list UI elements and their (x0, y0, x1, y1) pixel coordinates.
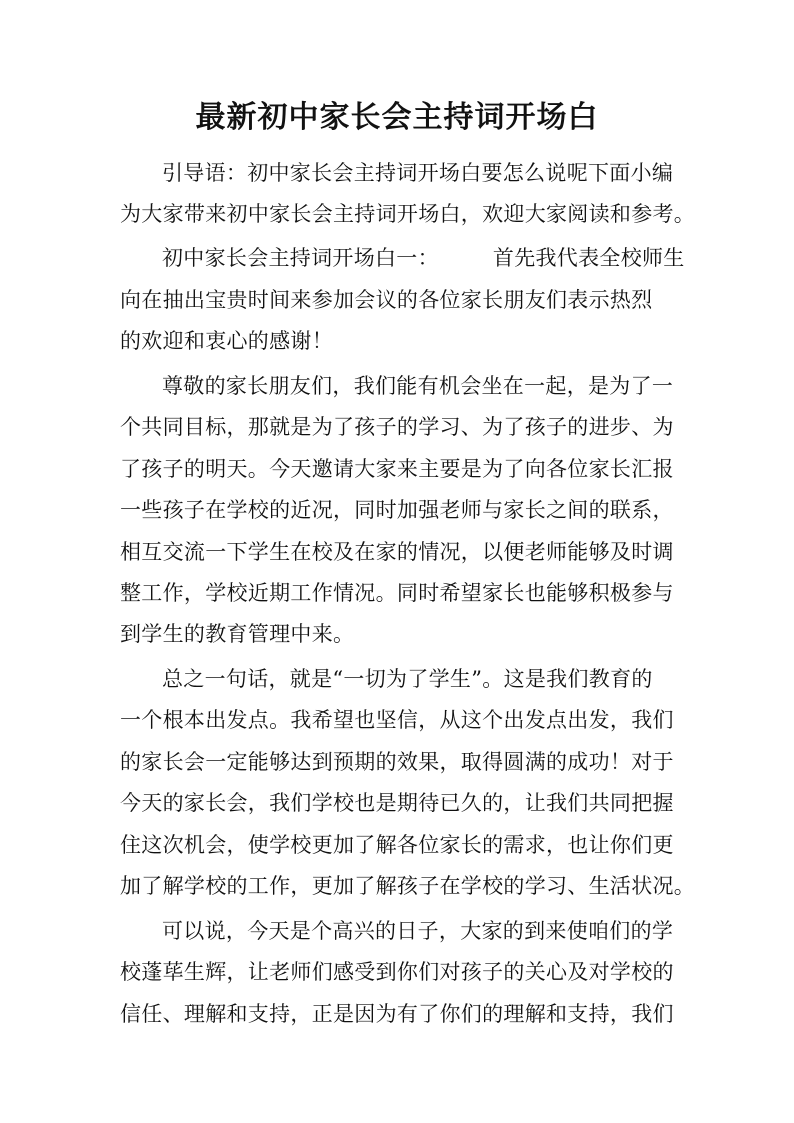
paragraph-line: 整工作，学校近期工作情况。同时希望家长也能够积极参与 (120, 581, 674, 605)
paragraph-line: 为大家带来初中家长会主持词开场白，欢迎大家阅读和参考。 (120, 202, 696, 226)
paragraph-line: 一个根本出发点。我希望也坚信，从这个出发点出发，我们 (120, 708, 674, 732)
paragraph-line: 总之一句话，就是“一切为了学生”。这是我们教育的 (162, 667, 653, 691)
paragraph-line (162, 243, 685, 273)
document-title: 最新初中家长会主持词开场白 (195, 100, 599, 135)
paragraph-line: 一些孩子在学校的近况，同时加强老师与家长之间的联系， (120, 498, 674, 522)
section-heading: 初中家长会主持词开场白一： (162, 246, 439, 270)
paragraph-line: 的欢迎和衷心的感谢！ (120, 329, 333, 353)
paragraph-line: 相互交流一下学生在校及在家的情况，以便老师能够及时调 (120, 540, 674, 564)
paragraph-line: 了孩子的明天。今天邀请大家来主要是为了向各位家长汇报 (120, 457, 674, 481)
paragraph-line: 加了解学校的工作，更加了解孩子在学校的学习、生活状况。 (120, 874, 696, 898)
paragraph-line: 尊敬的家长朋友们，我们能有机会坐在一起，是为了一 (162, 374, 674, 398)
paragraph-line: 向在抽出宝贵时间来参加会议的各位家长朋友们表示热烈 (120, 288, 653, 312)
paragraph-line: 信任、理解和支持，正是因为有了你们的理解和支持，我们 (120, 1002, 674, 1026)
paragraph-line: 今天的家长会，我们学校也是期待已久的，让我们共同把握 (120, 791, 674, 815)
paragraph-line: 住这次机会，使学校更加了解各位家长的需求，也让你们更 (120, 833, 674, 857)
paragraph-line: 到学生的教育管理中来。 (120, 622, 355, 646)
paragraph-line: 引导语：初中家长会主持词开场白要怎么说呢下面小编 (162, 161, 674, 185)
paragraph-line: 个共同目标，那就是为了孩子的学习、为了孩子的进步、为 (120, 415, 674, 439)
paragraph-line: 的家长会一定能够达到预期的效果，取得圆满的成功！对于 (120, 750, 674, 774)
paragraph-line: 可以说，今天是个高兴的日子，大家的到来使咱们的学 (162, 919, 674, 943)
paragraph-line: 校蓬荜生辉，让老师们感受到你们对孩子的关心及对学校的 (120, 960, 674, 984)
paragraph-text: 首先我代表全校师生 (492, 246, 685, 270)
